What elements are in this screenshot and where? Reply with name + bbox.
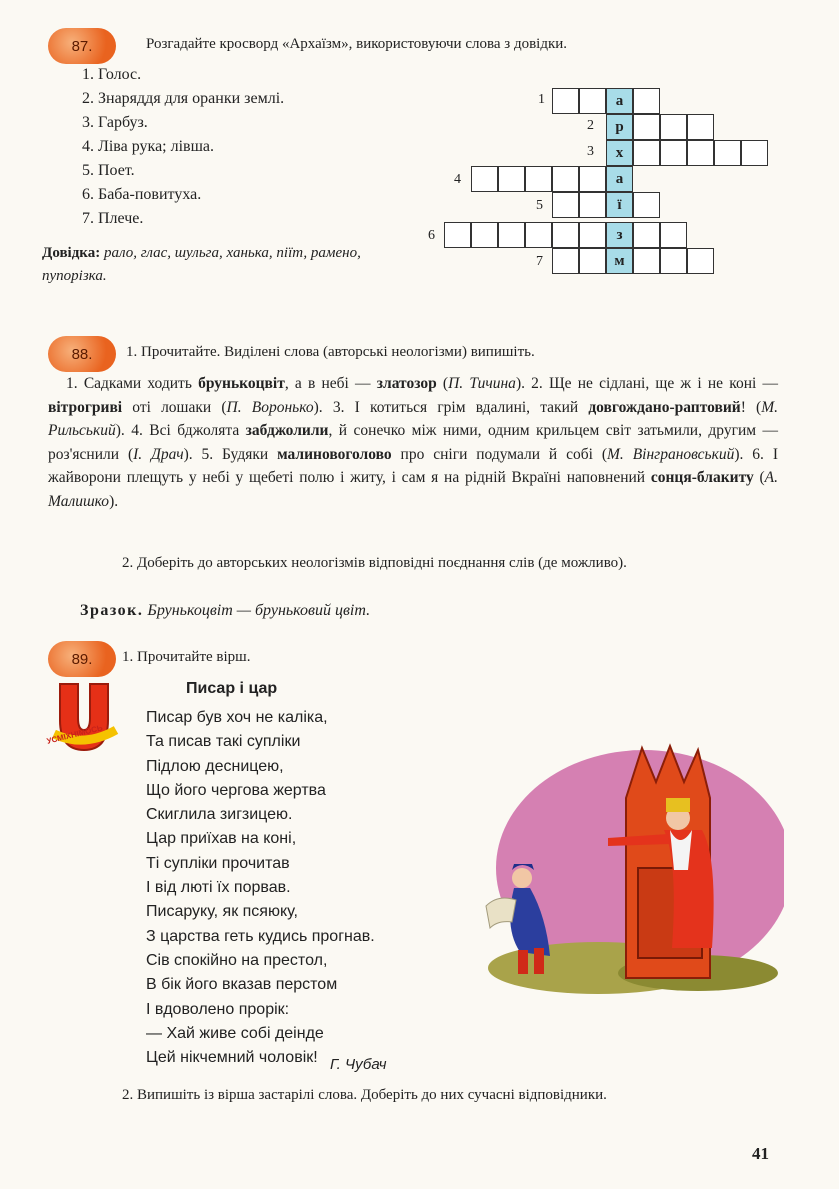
poem-line: В бік його вказав перстом xyxy=(146,976,338,994)
poem-line: І вдоволено прорік: xyxy=(146,1000,290,1018)
row-number: 5 xyxy=(536,198,543,213)
neologism: довгождано-раптовий xyxy=(588,398,741,416)
crossword-cell[interactable] xyxy=(579,166,606,192)
text-segment: ). xyxy=(109,492,119,510)
author-name: І. Драч xyxy=(133,445,184,463)
poem-line: Писар був хоч не каліка, xyxy=(146,709,328,726)
row-number: 3 xyxy=(587,144,594,159)
crossword-cell[interactable] xyxy=(660,114,687,140)
clue-4: 4. Ліва рука; лівша. xyxy=(82,138,215,155)
row-number: 4 xyxy=(454,172,461,187)
exercise-subtask: 2. Випишіть із вірша застарілі слова. Доберіть до них сучасні відповідники. xyxy=(122,1087,607,1103)
neologism: малиновоголово xyxy=(277,445,392,463)
crossword-key-cell: з xyxy=(606,222,633,248)
exercise-text xyxy=(48,372,778,513)
clue-1: 1. Голос. xyxy=(82,66,142,83)
crossword-cell[interactable] xyxy=(633,114,660,140)
illustration xyxy=(478,738,784,1000)
crossword-cell[interactable] xyxy=(687,248,714,274)
text-segment: ). 6. І жайворони плещуть у небі у щебеті полю і житу, і сам я на рідній Вкраїні наповнений xyxy=(48,445,778,486)
smile-emblem xyxy=(44,680,124,760)
text-segment: , а в небі — xyxy=(284,375,377,392)
crossword-cell[interactable] xyxy=(633,88,660,114)
poem-line: І від люті їх порвав. xyxy=(146,879,291,897)
text-segment: , й сонечко між ними, одним крильцем світ затьмили, другим — роз'яснили ( xyxy=(48,422,778,463)
author-name: А. Малишко xyxy=(48,469,778,510)
poem-title: Писар і цар xyxy=(186,680,278,697)
neologism: златозор xyxy=(376,375,437,392)
text-segment: ). 5. Будяки xyxy=(183,445,278,463)
exercise-number: 87. xyxy=(71,37,93,55)
exercise-subtask: 2. Доберіть до авторських неологізмів відповідні поєднання слів (де можливо). xyxy=(122,555,627,571)
crossword-key-cell: а xyxy=(606,88,633,114)
crossword-cell[interactable] xyxy=(552,248,579,274)
crossword-cell[interactable] xyxy=(633,140,660,166)
poem-author: Г. Чубач xyxy=(330,1056,387,1073)
crossword-cell[interactable] xyxy=(552,192,579,218)
author-name: М. Вінграновський xyxy=(607,445,735,463)
poem xyxy=(146,706,375,1070)
neologism: сонця-блакиту xyxy=(650,469,754,486)
crossword-cell[interactable] xyxy=(471,166,498,192)
crossword-cell[interactable] xyxy=(660,222,687,248)
row-number: 6 xyxy=(428,228,435,243)
author-name: М. Рильський xyxy=(48,398,779,439)
poem-line: Що його чергова жертва xyxy=(146,781,326,799)
hint-label: Довідка: xyxy=(42,245,101,261)
exercise-task: Розгадайте кросворд «Архаїзм», використовуючи слова з довідки. xyxy=(146,36,568,52)
text-segment: ! ( xyxy=(740,398,762,416)
crossword-cell[interactable] xyxy=(498,166,525,192)
crossword-cell[interactable] xyxy=(660,248,687,274)
exercise-number: 88. xyxy=(71,345,93,363)
poem-line: З царства геть кудись прогнав. xyxy=(146,927,375,945)
clue-3: 3. Гарбуз. xyxy=(82,114,148,131)
row-number: 7 xyxy=(536,254,543,269)
clue-6: 6. Баба-повитуха. xyxy=(82,186,202,203)
crossword-key-cell: р xyxy=(606,114,633,140)
crossword-cell[interactable] xyxy=(633,222,660,248)
crossword-key-cell: м xyxy=(606,248,633,274)
row-number: 1 xyxy=(538,92,545,107)
poem-line: — Хай живе собі деінде xyxy=(146,1024,324,1042)
crossword-cell[interactable] xyxy=(579,248,606,274)
hint-block xyxy=(42,242,422,288)
neologism: забджолили xyxy=(245,422,329,439)
text-segment: оті лошаки ( xyxy=(122,398,227,416)
crossword-key-cell: а xyxy=(606,166,633,192)
crossword-cell[interactable] xyxy=(660,140,687,166)
poem-line: Цей нікчемний чоловік! xyxy=(146,1049,318,1067)
sample-line xyxy=(80,602,370,620)
exercise-number: 89. xyxy=(71,650,93,668)
crossword-cell[interactable] xyxy=(525,166,552,192)
text-segment: ). 2. Ще не сідлані, ще ж і не коні — xyxy=(515,375,778,392)
text-segment: ). 3. І котиться грім вдалині, такий xyxy=(313,398,589,416)
clue-2: 2. Знаряддя для оранки землі. xyxy=(82,90,285,107)
poem-line: Підлою десницею, xyxy=(146,757,284,775)
crossword-cell[interactable] xyxy=(741,140,768,166)
crossword-cell[interactable] xyxy=(633,248,660,274)
emblem-text: УСМІХНІМОСЬ xyxy=(45,723,104,746)
text-segment: ( xyxy=(753,469,765,486)
crossword-key-cell: ї xyxy=(606,192,633,218)
text-segment: ( xyxy=(436,375,449,392)
crossword-cell[interactable] xyxy=(633,192,660,218)
poem-line: Та писав такі супліки xyxy=(146,733,301,751)
clue-7: 7. Плече. xyxy=(82,210,144,227)
scribe-and-tsar-illustration xyxy=(478,738,784,1000)
text-segment: ). 4. Всі бджолята xyxy=(115,422,246,439)
text-segment: 1. Садками ходить xyxy=(66,375,199,392)
u-letter-icon xyxy=(44,680,124,760)
page-number: 41 xyxy=(752,1144,769,1163)
author-name: П. Воронько xyxy=(226,398,314,416)
text-segment: про сніги подумали й собі ( xyxy=(391,445,608,463)
crossword-cell[interactable] xyxy=(579,88,606,114)
crossword-cell[interactable] xyxy=(579,192,606,218)
exercise-number-badge xyxy=(48,28,116,64)
poem-line: Скиглила зигзицею. xyxy=(146,806,293,824)
crossword-cell[interactable] xyxy=(525,222,552,248)
poem-line: Ті супліки прочитав xyxy=(146,854,290,872)
crossword-cell[interactable] xyxy=(444,222,471,248)
crossword-cell[interactable] xyxy=(498,222,525,248)
crossword-cell[interactable] xyxy=(552,222,579,248)
crossword-cell[interactable] xyxy=(552,166,579,192)
sample-text: Брунькоцвіт — бруньковий цвіт. xyxy=(147,602,371,619)
clue-5: 5. Поет. xyxy=(82,162,135,179)
exercise-task: 1. Прочитайте. Виділені слова (авторські неологізми) випишіть. xyxy=(126,344,535,360)
poem-line: Сів спокійно на престол, xyxy=(146,951,328,969)
exercise-task: 1. Прочитайте вірш. xyxy=(122,649,251,665)
crossword-cell[interactable] xyxy=(714,140,741,166)
crossword-key-cell: х xyxy=(606,140,633,166)
exercise-number-badge xyxy=(48,336,116,372)
crossword-cell[interactable] xyxy=(552,88,579,114)
crossword-cell[interactable] xyxy=(687,114,714,140)
author-name: П. Тичина xyxy=(448,375,516,392)
poem-line: Цар приїхав на коні, xyxy=(146,830,297,848)
row-number: 2 xyxy=(587,118,594,133)
crossword-cell[interactable] xyxy=(579,222,606,248)
neologism: брунькоцвіт xyxy=(198,375,285,392)
poem-line: Писаруку, як псяюку, xyxy=(146,903,298,921)
neologism: вітрогриві xyxy=(48,398,123,416)
crossword-cell[interactable] xyxy=(471,222,498,248)
exercise-number-badge xyxy=(48,641,116,677)
hint-words: рало, глас, шульга, ханька, піїт, рамено, пупорізка. xyxy=(42,245,361,284)
crossword-cell[interactable] xyxy=(687,140,714,166)
sample-label: Зразок. xyxy=(80,602,144,619)
